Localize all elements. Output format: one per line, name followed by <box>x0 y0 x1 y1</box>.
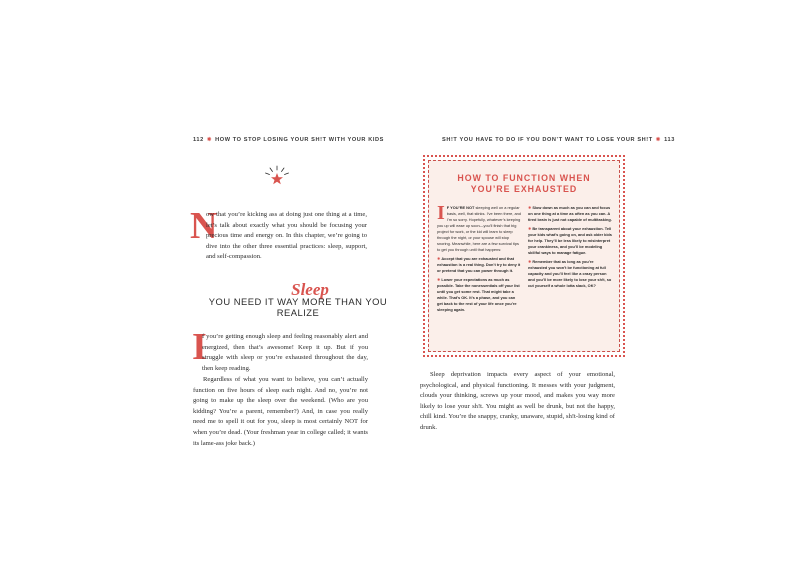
right-page-number: 113 <box>664 137 675 143</box>
star-bullet-icon: ✸ <box>437 277 442 282</box>
sidebar-title-line2: YOU’RE EXHAUSTED <box>470 184 578 194</box>
star-burst-icon <box>264 165 290 187</box>
para1-text: f you’re getting enough sleep and feeling reasonably alert and energized, then that’s awesome! Keep it up. But if you struggle with sleep or you’re exhausted throughout the day, then keep reading. <box>202 333 368 372</box>
sidebar-dropcap: I <box>437 202 445 224</box>
right-page <box>400 0 800 570</box>
tip-item <box>528 205 612 223</box>
star-bullet-icon: ✸ <box>528 205 533 210</box>
tip-item <box>437 277 521 313</box>
tip-text: Accept that you are exhausted and that exhaustion is a real thing. Don’t try to deny it or pretend that you can power through it. <box>437 256 521 273</box>
tip-text: Be transparent about your exhaustion. Tell your kids what’s going on, and ask older kids for help. They’ll be less likely to misinterpret your crankiness, and you’ll be modeling skillful ways to manage fatigue. <box>528 226 612 255</box>
tip-text: Remember that as long as you’re exhausted you won’t be functioning at full capacity and you’ll feel like a crazy person and you’ll be more likely to lose your sh!t, so cut yourself a whole lotta slack, OK? <box>528 259 612 288</box>
right-header-title: SH!T YOU HAVE TO DO IF YOU DON’T WANT TO LOSE YOUR SH!T <box>442 137 653 143</box>
star-bullet-icon: ✸ <box>528 259 533 264</box>
para2-text: Regardless of what you want to believe, you can’t actually function on five hours of sleep each night. And no, you’re not going to make up the sleep over the weekend. (Who are you kidding? You’re a parent, remember?) And, in case you really need me to spell it out for you, sleep is most certainly NOT for when you’re dead. (Your freshman year in college called; it wants its lame-ass joke back.) <box>193 376 368 447</box>
left-running-header <box>193 137 384 143</box>
section-subtitle: YOU NEED IT WAY MORE THAN YOU REALIZE <box>208 296 388 318</box>
right-paragraph: Sleep deprivation impacts every aspect of your emotional, psychological, and physical functioning. It messes with your judgment, clouds your thinking, screws up your mood, and makes you way more likely to lose your sh!t. You might as well be drunk, but not the happy, chill kind. You’re the snappy, cranky, unaware, stupid, sh!t-losing kind of drunk. <box>420 371 615 431</box>
tip-item <box>437 256 521 274</box>
sidebar-intro-lead: F YOU’RE NOT <box>446 205 475 210</box>
star-bullet-icon: ✸ <box>437 256 442 261</box>
star-icon: ✸ <box>206 137 213 143</box>
tip-text: Lower your expectations as much as possible. Take the nonessentials off your list until you get some rest. That might take a while. That’s OK. It’s a phase, and you can get back to the rest of your life once you’re sleeping again. <box>437 277 520 312</box>
sidebar-column-1 <box>437 202 521 316</box>
left-header-title: HOW TO STOP LOSING YOUR SH!T WITH YOUR KIDS <box>215 137 384 143</box>
section-title: Sleep <box>291 280 329 299</box>
tip-item <box>528 226 612 256</box>
intro-paragraph: ow that you’re kicking ass at doing just one thing at a time, let’s talk about exactly what you should be focusing your precious time and energy on. In this chapter, we’re going to dive into the other three essential practices: sleep, support, and self-compassion. <box>206 211 367 261</box>
sidebar-column-2 <box>528 205 612 292</box>
sidebar-title-line1: HOW TO FUNCTION WHEN <box>457 173 591 183</box>
tip-item <box>528 259 612 289</box>
para1-dropcap: I <box>192 326 207 368</box>
intro-dropcap: N <box>190 205 218 247</box>
tip-text: Slow down as much as you can and focus on one thing at a time as often as you can. A tired brain is just not capable of multitasking. <box>528 205 612 222</box>
sidebar-title <box>429 173 619 195</box>
star-bullet-icon: ✸ <box>528 226 533 231</box>
sidebar-box <box>428 160 620 352</box>
left-page-number: 112 <box>193 137 204 143</box>
star-icon: ✸ <box>655 137 662 143</box>
right-running-header <box>442 137 675 143</box>
sidebar-intro: sleeping well on a regular basis, well, that stinks. I’ve been there, and I’m so sorry. Hopefully, whatever’s keeping you up will ease up soon—you’ll finish that big project for work, or the kid will learn to sleep through the night, or your spouse will stop snoring. Meanwhile, here are a few survival tips to get you through until that happens: <box>437 205 521 252</box>
